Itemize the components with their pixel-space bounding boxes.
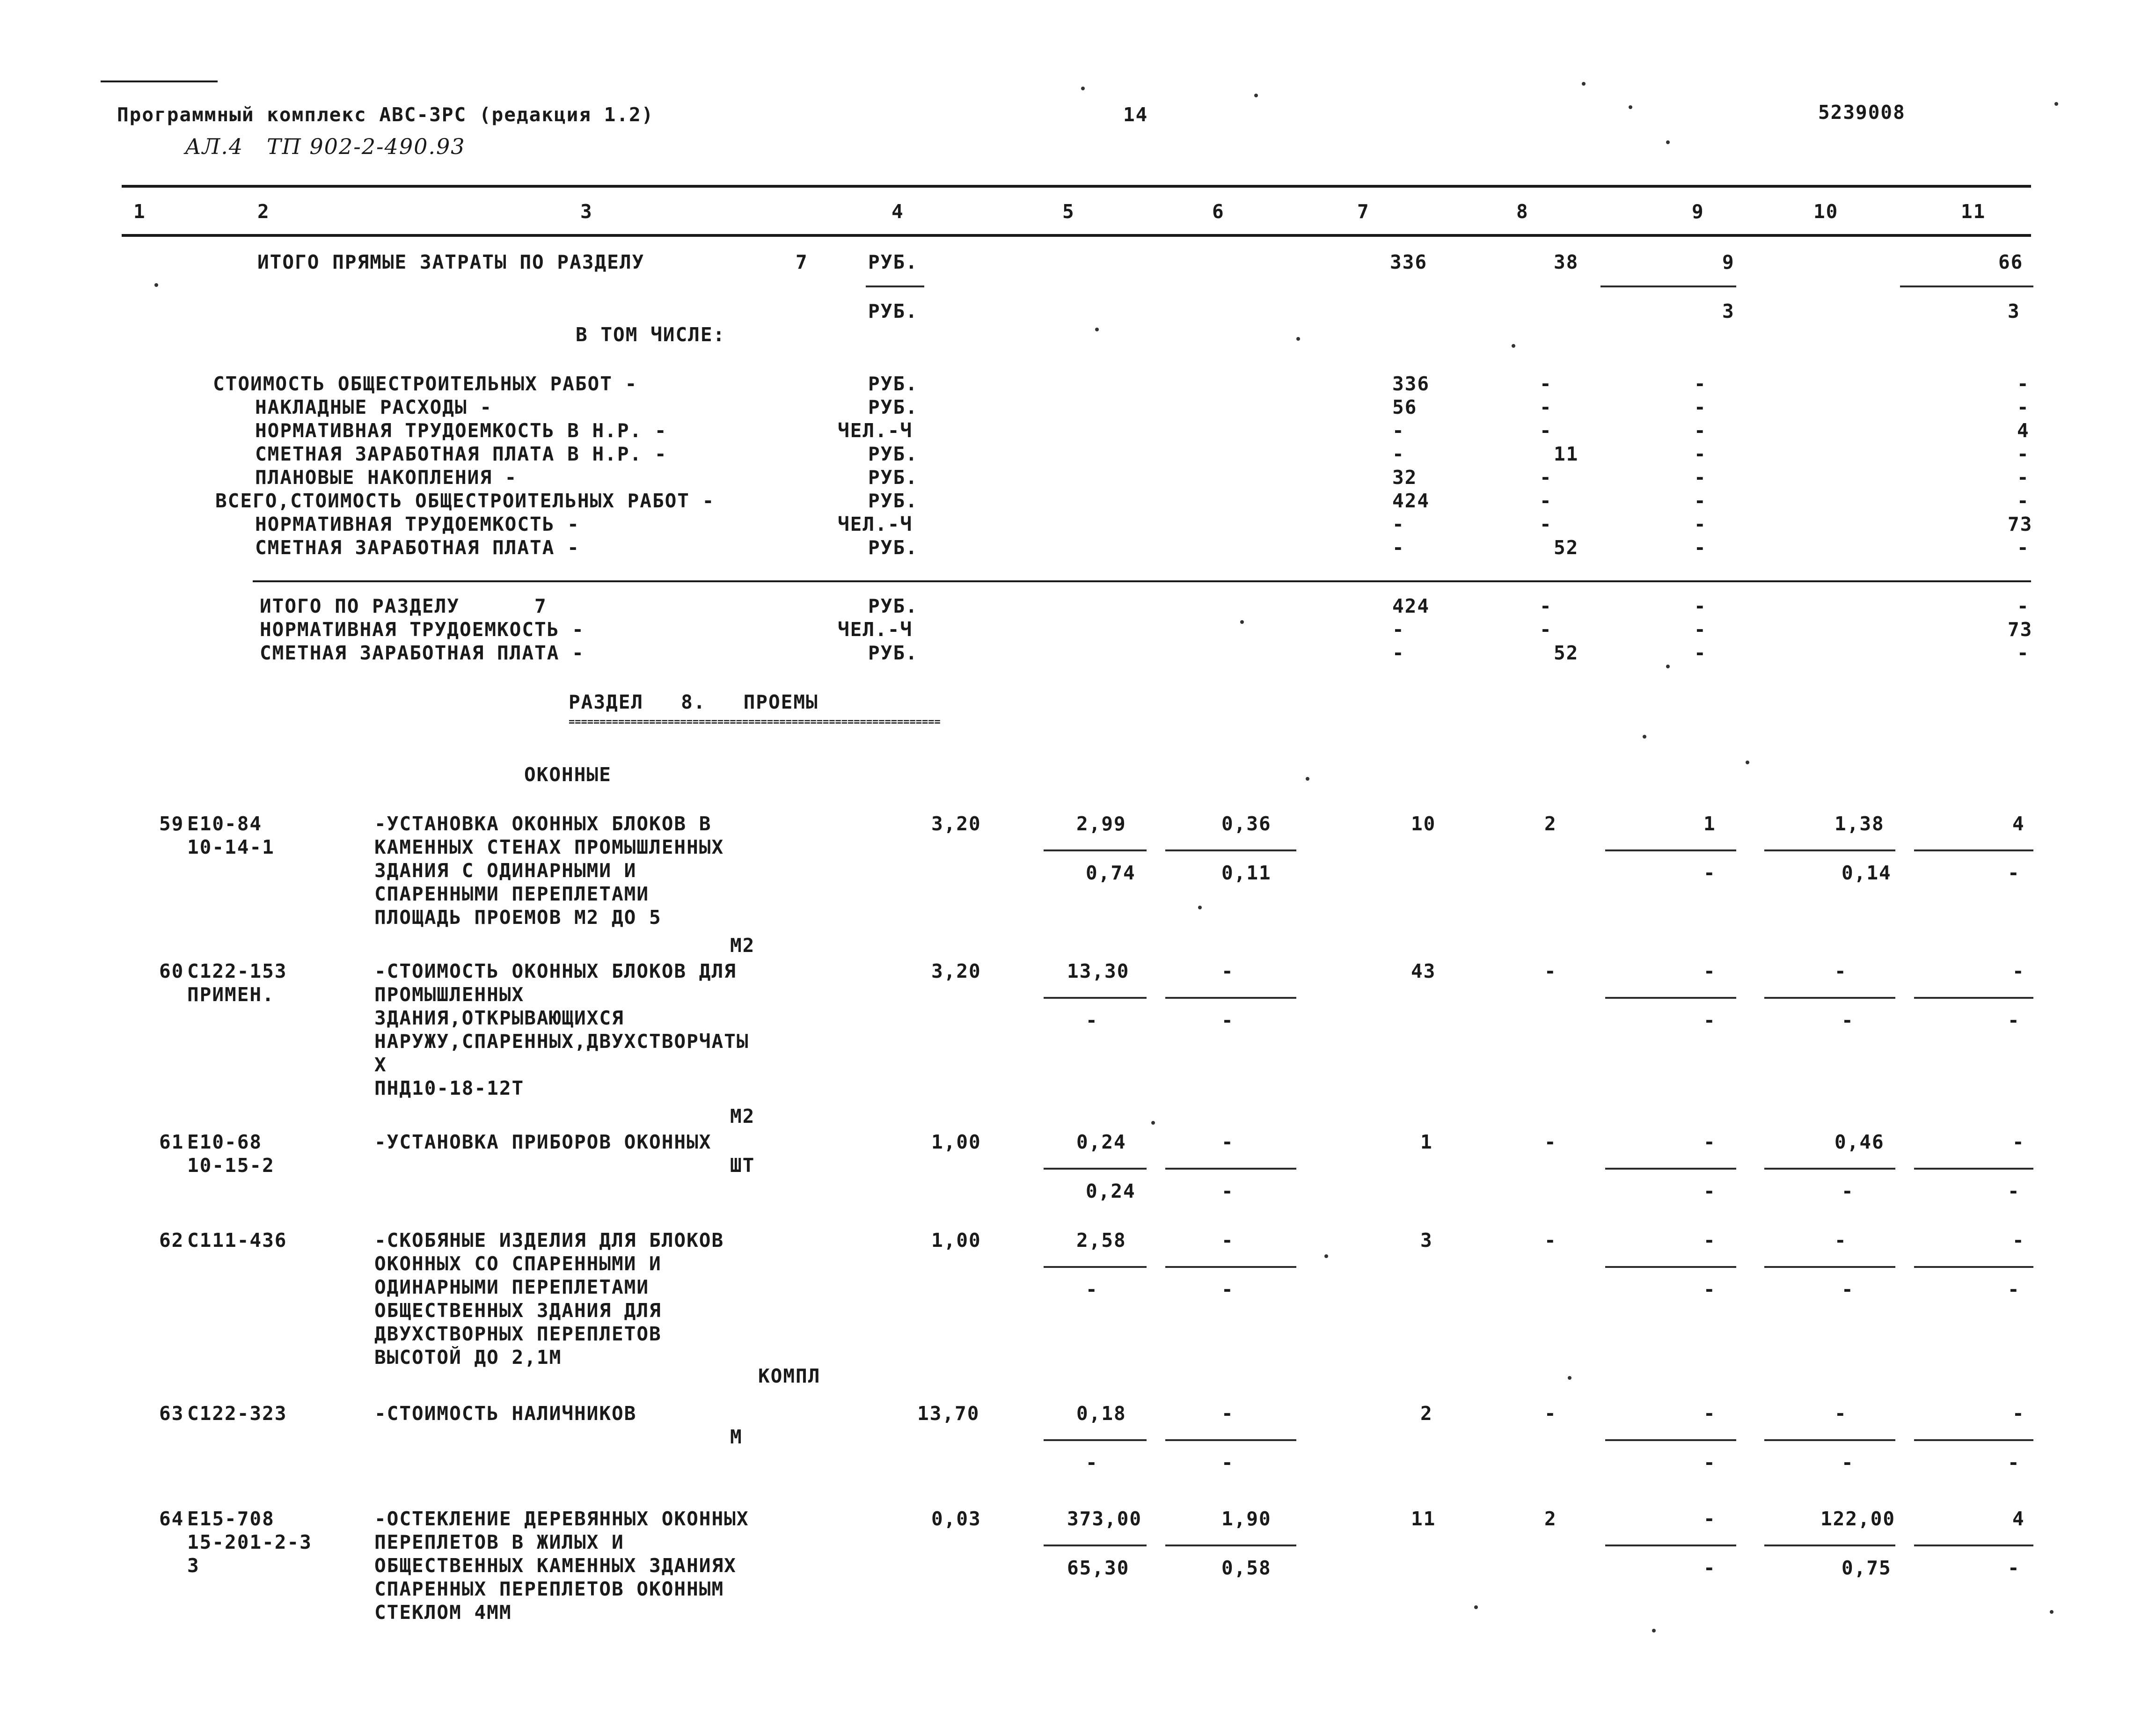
item-description-line: ЗДАНИЯ С ОДИНАРНЫМИ И [374,859,637,882]
item-c11-bottom: - [2008,862,2020,884]
item-c9-top: - [1703,960,1716,982]
item-c8: - [1544,1229,1557,1252]
item-c10-bottom: - [1842,1009,1854,1032]
summary-row-unit: ЧЕЛ.-Ч [838,419,913,442]
scan-speck [1151,1121,1155,1125]
total-row-c9: - [1694,595,1707,617]
item-code: 3 [187,1554,200,1577]
section-total-c9-bottom: 3 [1722,300,1735,322]
item-number: 60 [159,960,184,982]
item-description-line: -СТОИМОСТЬ ОКОННЫХ БЛОКОВ ДЛЯ [374,960,737,982]
item-description-line: -УСТАНОВКА ПРИБОРОВ ОКОННЫХ [374,1131,712,1153]
item-number: 59 [159,813,184,835]
summary-row-c9: - [1694,513,1707,535]
item-c9-top: 1 [1703,813,1716,835]
item-c6-top: - [1221,960,1234,982]
item-number: 63 [159,1402,184,1425]
summary-row-c7: 56 [1392,396,1418,418]
summary-row-label: СТОИМОСТЬ ОБЩЕСТРОИТЕЛЬНЫХ РАБОТ - [213,373,638,395]
item-c11-fraction-line [1914,1168,2033,1170]
summary-row-c7: - [1392,419,1405,442]
item-unit: М2 [730,934,755,957]
item-c10-fraction-line [1764,997,1895,999]
summary-row-c7: 424 [1392,490,1430,512]
item-c9-top: - [1703,1131,1716,1153]
summary-row-c7: - [1392,536,1405,559]
summary-row-label: СМЕТНАЯ ЗАРАБОТНАЯ ПЛАТА В Н.Р. - [255,443,667,465]
item-c11-bottom: - [2008,1009,2020,1032]
c9-fraction-line [1601,286,1736,287]
item-c11-bottom: - [2008,1557,2020,1579]
item-c11-fraction-line [1914,1545,2033,1546]
column-number: 3 [580,200,593,223]
total-row-label: СМЕТНАЯ ЗАРАБОТНАЯ ПЛАТА - [260,642,585,664]
item-c6-fraction-line [1165,1545,1296,1546]
item-description-line: ОДИНАРНЫМИ ПЕРЕПЛЕТАМИ [374,1276,650,1298]
item-code: С122-153 [187,960,287,982]
section-8-title: РАЗДЕЛ 8. ПРОЕМЫ [569,691,819,713]
item-description-line: ПЛОЩАДЬ ПРОЕМОВ М2 ДО 5 [374,906,662,929]
item-c9-bottom: - [1703,1180,1716,1202]
item-c8: - [1544,1131,1557,1153]
column-number: 5 [1062,200,1075,223]
scan-speck [1746,761,1749,764]
total-row-label: НОРМАТИВНАЯ ТРУДОЕМКОСТЬ - [260,618,585,641]
item-unit: ШТ [730,1154,755,1177]
item-c6-bottom: - [1221,1180,1234,1202]
column-number: 9 [1692,200,1704,223]
item-c6-top: 0,36 [1221,813,1272,835]
summary-row-c11: 73 [2008,513,2033,535]
scan-speck [1198,906,1202,909]
section-total-c7: 336 [1390,251,1428,273]
item-code: 10-14-1 [187,836,275,858]
item-c5-bottom: - [1086,1451,1098,1474]
scan-speck [1629,105,1632,109]
item-c9-bottom: - [1703,1451,1716,1474]
summary-row-label: НОРМАТИВНАЯ ТРУДОЕМКОСТЬ - [255,513,580,535]
item-c6-top: - [1221,1402,1234,1425]
item-code: 15-201-2-3 [187,1531,312,1553]
summary-row-unit: РУБ. [868,396,918,418]
total-row-unit: РУБ. [868,642,918,664]
item-number: 61 [159,1131,184,1153]
item-c10-bottom: 0,75 [1842,1557,1892,1579]
page-number: 14 [1123,103,1148,126]
column-number: 6 [1212,200,1225,223]
summary-row-label: НОРМАТИВНАЯ ТРУДОЕМКОСТЬ В Н.Р. - [255,419,667,442]
item-description-line: -УСТАНОВКА ОКОННЫХ БЛОКОВ В [374,813,712,835]
item-c9-fraction-line [1605,1545,1736,1546]
scan-speck [2054,102,2058,106]
total-row-label: ИТОГО ПО РАЗДЕЛУ 7 [260,595,547,617]
item-c7: 2 [1420,1402,1433,1425]
item-c9-fraction-line [1605,1439,1736,1441]
total-row-c7: - [1392,642,1405,664]
item-c9-bottom: - [1703,1009,1716,1032]
item-c6-bottom: - [1221,1451,1234,1474]
total-row-c9: - [1694,618,1707,641]
scan-speck [1296,337,1300,341]
item-c9-top: - [1703,1229,1716,1252]
summary-row-c8: 11 [1554,443,1579,465]
item-c11-bottom: - [2008,1451,2020,1474]
item-c11-top: 4 [2012,1508,2025,1530]
summary-row-c11: - [2017,466,2030,489]
item-c5-top: 2,99 [1076,813,1126,835]
item-c9-bottom: - [1703,1557,1716,1579]
summary-row-c11: - [2017,443,2030,465]
item-c10-top: 1,38 [1834,813,1885,835]
item-description-line: СТЕКЛОМ 4ММ [374,1601,512,1624]
section-total-c8: 38 [1554,251,1579,273]
column-number: 4 [892,200,904,223]
summary-row-c7: - [1392,443,1405,465]
item-c5-top: 0,18 [1076,1402,1126,1425]
summary-row-unit: РУБ. [868,466,918,489]
section-total-c9-top: 9 [1722,251,1735,273]
item-c10-bottom: - [1842,1180,1854,1202]
item-c11-bottom: - [2008,1278,2020,1301]
summary-row-unit: РУБ. [868,490,918,512]
summary-row-c8: - [1540,419,1552,442]
scan-speck [154,283,158,287]
item-c8: 2 [1544,1508,1557,1530]
total-row-unit: РУБ. [868,595,918,617]
item-c7: 43 [1411,960,1436,982]
summary-row-label: СМЕТНАЯ ЗАРАБОТНАЯ ПЛАТА - [255,536,580,559]
scan-speck [1582,82,1586,86]
item-description-line: -ОСТЕКЛЕНИЕ ДЕРЕВЯННЫХ ОКОННЫХ [374,1508,749,1530]
handwritten-reference: АЛ.4 ТП 902-2-490.93 [185,134,466,159]
item-c5-fraction-line [1044,1266,1147,1268]
item-description-line: КАМЕННЫХ СТЕНАХ ПРОМЫШЛЕННЫХ [374,836,724,858]
item-c5-fraction-line [1044,997,1147,999]
total-row-c8: - [1540,618,1552,641]
item-c10-fraction-line [1764,1545,1895,1546]
item-c6-bottom: - [1221,1278,1234,1301]
item-c11-bottom: - [2008,1180,2020,1202]
item-c9-bottom: - [1703,862,1716,884]
scan-speck [1652,1629,1656,1632]
item-description-line: ПЕРЕПЛЕТОВ В ЖИЛЫХ И [374,1531,624,1553]
scan-speck [1643,735,1646,739]
item-c7: 10 [1411,813,1436,835]
item-quantity: 1,00 [931,1131,981,1153]
section-total-number: 7 [796,251,808,273]
summary-row-c8: 52 [1554,536,1579,559]
item-c9-fraction-line [1605,849,1736,851]
item-c11-top: - [2012,1402,2025,1425]
total-row-c11: 73 [2008,618,2033,641]
item-c11-top: - [2012,1131,2025,1153]
item-c10-bottom: - [1842,1278,1854,1301]
item-c9-fraction-line [1605,1168,1736,1170]
item-quantity: 13,70 [917,1402,980,1425]
summary-row-c9: - [1694,396,1707,418]
item-code: 10-15-2 [187,1154,275,1177]
item-description-line: ПРОМЫШЛЕННЫХ [374,983,525,1006]
item-c5-bottom: 0,24 [1086,1180,1136,1202]
scan-speck [1666,665,1670,668]
item-code: С111-436 [187,1229,287,1252]
scan-speck [1474,1605,1478,1609]
item-c10-top: - [1834,960,1847,982]
item-c10-top: 0,46 [1834,1131,1885,1153]
item-c5-top: 2,58 [1076,1229,1126,1252]
item-c7: 1 [1420,1131,1433,1153]
section-total-label: ИТОГО ПРЯМЫЕ ЗАТРАТЫ ПО РАЗДЕЛУ [257,251,645,273]
total-row-c8: - [1540,595,1552,617]
item-c11-fraction-line [1914,849,2033,851]
item-c5-top: 0,24 [1076,1131,1126,1153]
item-unit: М2 [730,1105,755,1127]
item-c11-top: 4 [2012,813,2025,835]
summary-row-c7: 32 [1392,466,1418,489]
summary-row-label: ВСЕГО,СТОИМОСТЬ ОБЩЕСТРОИТЕЛЬНЫХ РАБОТ - [215,490,715,512]
section-total-c11-bottom: 3 [2008,300,2020,322]
summary-row-label: ПЛАНОВЫЕ НАКОПЛЕНИЯ - [255,466,518,489]
scan-speck [1254,94,1258,97]
summary-row-c11: - [2017,490,2030,512]
item-c5-fraction-line [1044,1439,1147,1441]
column-number: 2 [257,200,270,223]
total-row-unit: ЧЕЛ.-Ч [838,618,913,641]
summary-row-c8: - [1540,396,1552,418]
section-total-unit-2: РУБ. [868,300,918,322]
scan-speck [2050,1610,2054,1614]
total-row-c11: - [2017,642,2030,664]
item-description-line: ОБЩЕСТВЕННЫХ ЗДАНИЯ ДЛЯ [374,1299,662,1322]
item-c10-fraction-line [1764,1439,1895,1441]
item-c6-bottom: 0,11 [1221,862,1272,884]
item-description-line: ПНД10-18-12Т [374,1077,525,1099]
summary-row-c9: - [1694,466,1707,489]
item-c11-fraction-line [1914,997,2033,999]
item-c5-top: 13,30 [1067,960,1130,982]
item-description-line: ОБЩЕСТВЕННЫХ КАМЕННЫХ ЗДАНИЯХ [374,1554,737,1577]
summary-row-c11: 4 [2017,419,2030,442]
item-description-line: ДВУХСТВОРНЫХ ПЕРЕПЛЕТОВ [374,1323,662,1345]
scan-speck [1240,620,1244,624]
item-quantity: 3,20 [931,813,981,835]
item-c6-bottom: - [1221,1009,1234,1032]
total-row-c8: 52 [1554,642,1579,664]
total-row-c7: 424 [1392,595,1430,617]
column-number: 10 [1813,200,1839,223]
scan-speck [1095,328,1099,331]
summary-row-c8: - [1540,466,1552,489]
item-c6-top: - [1221,1229,1234,1252]
summary-row-unit: РУБ. [868,373,918,395]
column-number: 8 [1516,200,1529,223]
item-quantity: 3,20 [931,960,981,982]
item-c5-bottom: 65,30 [1067,1557,1130,1579]
item-description-line: ЗДАНИЯ,ОТКРЫВАЮЩИХСЯ [374,1007,624,1029]
summary-row-label: НАКЛАДНЫЕ РАСХОДЫ - [255,396,492,418]
item-c9-bottom: - [1703,1278,1716,1301]
item-description-line: СПАРЕННЫМИ ПЕРЕПЛЕТАМИ [374,883,650,905]
item-c6-top: 1,90 [1221,1508,1272,1530]
item-c11-top: - [2012,1229,2025,1252]
item-c10-top: - [1834,1402,1847,1425]
item-unit: КОМПЛ [758,1365,821,1387]
column-number: 7 [1357,200,1370,223]
item-c9-top: - [1703,1508,1716,1530]
summary-row-c9: - [1694,536,1707,559]
item-c6-fraction-line [1165,1168,1296,1170]
item-c5-top: 373,00 [1067,1508,1142,1530]
item-description-line: СПАРЕННЫХ ПЕРЕПЛЕТОВ ОКОННЫМ [374,1578,724,1600]
summary-row-c9: - [1694,419,1707,442]
item-c9-fraction-line [1605,1266,1736,1268]
item-c8: 2 [1544,813,1557,835]
item-c5-fraction-line [1044,849,1147,851]
section-8-subtitle: ОКОННЫЕ [524,763,612,786]
column-header-top-rule [122,185,2031,188]
total-row-c11: - [2017,595,2030,617]
summary-row-unit: ЧЕЛ.-Ч [838,513,913,535]
summary-row-c9: - [1694,490,1707,512]
item-c6-fraction-line [1165,1266,1296,1268]
summary-row-c8: - [1540,513,1552,535]
item-c10-top: - [1834,1229,1847,1252]
item-number: 62 [159,1229,184,1252]
item-c7: 3 [1420,1229,1433,1252]
item-c10-fraction-line [1764,1266,1895,1268]
item-code: Е15-708 [187,1508,275,1530]
scan-speck [1081,87,1085,90]
item-c6-fraction-line [1165,849,1296,851]
item-c6-top: - [1221,1131,1234,1153]
item-c10-top: 122,00 [1820,1508,1896,1530]
item-c10-bottom: 0,14 [1842,862,1892,884]
item-c10-bottom: - [1842,1451,1854,1474]
summary-row-unit: РУБ. [868,536,918,559]
item-c11-fraction-line [1914,1266,2033,1268]
total-row-c9: - [1694,642,1707,664]
item-description-line: Х [374,1054,387,1076]
summary-row-c11: - [2017,536,2030,559]
item-c6-bottom: 0,58 [1221,1557,1272,1579]
item-unit: М [730,1426,743,1448]
document-number: 5239008 [1818,101,1906,124]
item-code: Е10-68 [187,1131,263,1153]
unit-fraction-line [866,286,924,287]
section-total-c11-top: 66 [1998,251,2024,273]
column-header-bottom-rule [122,234,2031,237]
column-number: 11 [1961,200,1986,223]
scan-speck [1568,1376,1571,1380]
section-total-unit: РУБ. [868,251,918,273]
item-code: Е10-84 [187,813,263,835]
item-code: С122-323 [187,1402,287,1425]
item-description-line: ОКОННЫХ СО СПАРЕННЫМИ И [374,1252,662,1275]
summary-row-c7: 336 [1392,373,1430,395]
scan-speck [1306,777,1309,781]
summary-row-c8: - [1540,490,1552,512]
summary-row-c11: - [2017,396,2030,418]
item-c7: 11 [1411,1508,1436,1530]
item-description-line: -СТОИМОСТЬ НАЛИЧНИКОВ [374,1402,637,1425]
summary-row-c7: - [1392,513,1405,535]
item-description-line: ВЫСОТОЙ ДО 2,1М [374,1346,562,1369]
item-quantity: 0,03 [931,1508,981,1530]
item-description-line: -СКОБЯНЫЕ ИЗДЕЛИЯ ДЛЯ БЛОКОВ [374,1229,724,1252]
c11-fraction-line [1900,286,2033,287]
top-corner-rule [101,81,218,82]
item-c11-fraction-line [1914,1439,2033,1441]
column-number: 1 [133,200,146,223]
including-heading: В ТОМ ЧИСЛЕ: [576,323,726,346]
item-c5-bottom: - [1086,1278,1098,1301]
scan-speck [1512,344,1515,348]
program-title: Программный комплекс АВС-ЗРС (редакция 1.2) [117,103,654,126]
item-c6-fraction-line [1165,997,1296,999]
item-number: 64 [159,1508,184,1530]
summary-row-c8: - [1540,373,1552,395]
item-description-line: НАРУЖУ,СПАРЕННЫХ,ДВУХСТВОРЧАТЫ [374,1030,749,1053]
item-c11-top: - [2012,960,2025,982]
scan-speck [1324,1254,1328,1258]
summary-row-c9: - [1694,373,1707,395]
item-c5-fraction-line [1044,1545,1147,1546]
scan-speck [1666,140,1670,144]
item-c10-fraction-line [1764,1168,1895,1170]
item-quantity: 1,00 [931,1229,981,1252]
item-c10-fraction-line [1764,849,1895,851]
item-c9-fraction-line [1605,997,1736,999]
summary-row-c11: - [2017,373,2030,395]
section-8-underline: ============================================================ [569,717,941,725]
item-c5-bottom: 0,74 [1086,862,1136,884]
summary-separator [253,580,2031,582]
item-c8: - [1544,960,1557,982]
item-code: ПРИМЕН. [187,983,275,1006]
item-c9-top: - [1703,1402,1716,1425]
item-c5-bottom: - [1086,1009,1098,1032]
item-c6-fraction-line [1165,1439,1296,1441]
item-c8: - [1544,1402,1557,1425]
total-row-c7: - [1392,618,1405,641]
summary-row-unit: РУБ. [868,443,918,465]
item-c5-fraction-line [1044,1168,1147,1170]
summary-row-c9: - [1694,443,1707,465]
